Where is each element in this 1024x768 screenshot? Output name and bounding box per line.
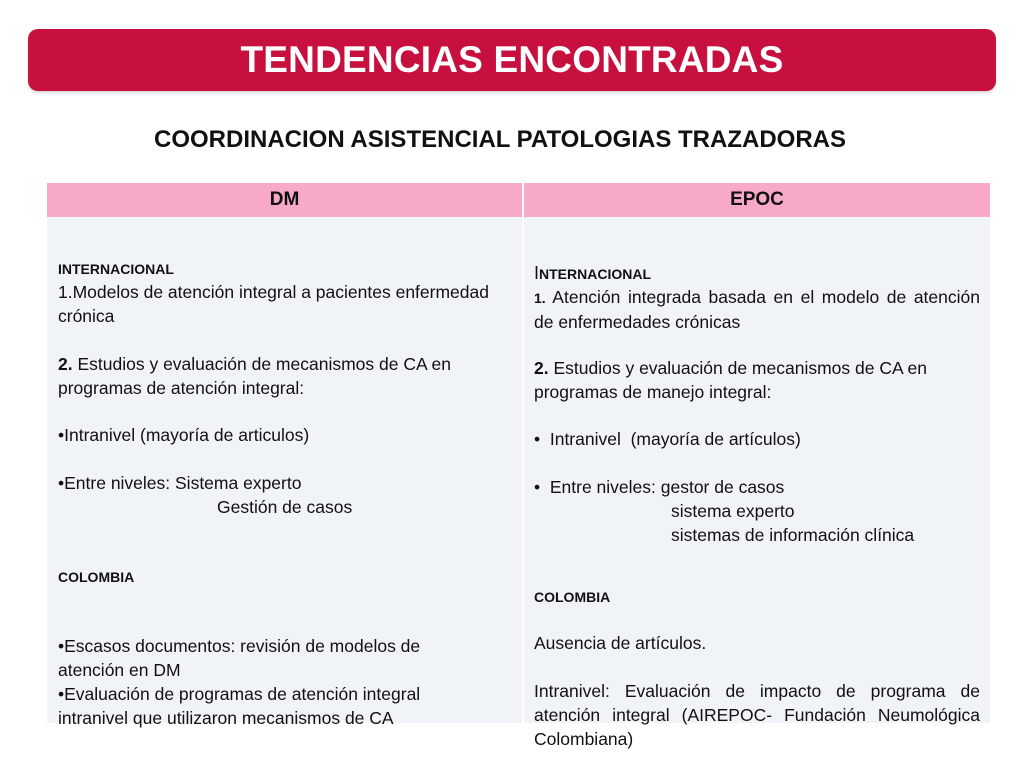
- epoc-item-1-text: Atención integrada basada en el modelo de atención de enfermedades crónicas: [534, 287, 980, 332]
- dm-colombia-heading: COLOMBIA: [58, 569, 135, 585]
- dm-item-2-text: Estudios y evaluación de mecanismos de CA en programas de atención integral:: [58, 354, 452, 398]
- dm-bullet-intranivel: •Intranivel (mayoría de articulos): [58, 425, 310, 445]
- dm-item-2-number: 2.: [58, 354, 73, 374]
- dm-bullet-entre-niveles: •Entre niveles: Sistema experto: [58, 473, 302, 493]
- subtitle: COORDINACION ASISTENCIAL PATOLOGIAS TRAZADORAS: [153, 126, 846, 153]
- dm-item-2: [58, 352, 514, 400]
- dm-international-heading: INTERNACIONAL: [58, 261, 174, 277]
- epoc-entre-niveles-line-3: sistemas de información clínica: [671, 525, 915, 545]
- epoc-ausencia: Ausencia de artículos.: [534, 633, 707, 653]
- epoc-bullet-intranivel: • Intranivel (mayoría de artículos): [534, 429, 801, 449]
- epoc-item-2-text: Estudios y evaluación de mecanismos de CA en programas de manejo integral:: [534, 358, 928, 402]
- epoc-item-2-number: 2.: [534, 358, 549, 378]
- page-title: TENDENCIAS ENCONTRADAS: [240, 39, 784, 80]
- epoc-cell: [522, 217, 990, 749]
- title-banner: [28, 29, 996, 91]
- dm-cell: [47, 217, 522, 728]
- epoc-entre-niveles-line-2: sistema experto: [671, 501, 795, 521]
- dm-item-1: 1.Modelos de atención integral a pacientes enfermedad crónica: [58, 282, 489, 326]
- dm-bullet-escasos: •Escasos documentos: revisión de modelos de atención en DM: [58, 636, 421, 680]
- trends-table: [47, 183, 990, 749]
- epoc-item-1: [534, 285, 980, 334]
- dm-entre-niveles-continuation: Gestión de casos: [217, 497, 353, 517]
- epoc-colombia-heading: COLOMBIA: [534, 589, 611, 605]
- column-header-dm: DM: [47, 183, 522, 217]
- epoc-item-1-number: 1.: [534, 290, 546, 306]
- epoc-item-2: [534, 356, 984, 404]
- dm-bullet-evaluacion: •Evaluación de programas de atención integral intranivel que utilizaron mecanismos de CA: [58, 684, 421, 728]
- epoc-international-heading: [534, 261, 651, 286]
- epoc-bullet-entre-niveles: • Entre niveles: gestor de casos: [534, 477, 785, 497]
- epoc-international-first-letter: I: [534, 263, 540, 283]
- epoc-international-rest: NTERNACIONAL: [539, 266, 652, 282]
- epoc-intranivel-evaluacion: Intranivel: Evaluación de impacto de programa de atención integral (AIREPOC- Fundación Neumológica Colombiana): [534, 681, 980, 749]
- column-header-epoc: EPOC: [522, 183, 990, 217]
